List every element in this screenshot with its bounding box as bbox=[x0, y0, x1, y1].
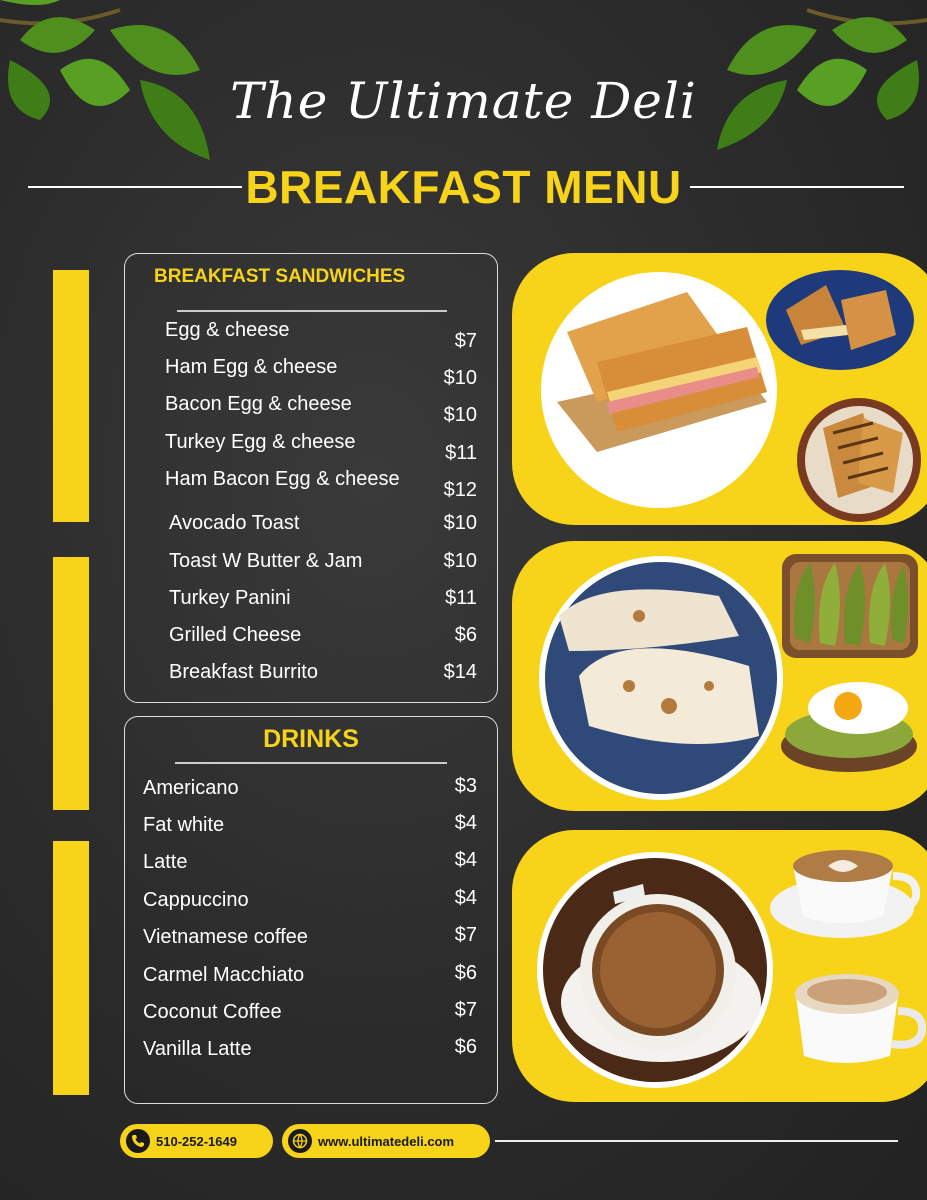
menu-item bbox=[125, 468, 497, 501]
grilled-cheese-photo bbox=[766, 270, 914, 370]
sandwich-photo bbox=[537, 272, 781, 508]
menu-item bbox=[125, 393, 497, 426]
item-name: Breakfast Burrito bbox=[169, 661, 318, 683]
item-name: Vanilla Latte bbox=[143, 1038, 252, 1060]
item-name: Turkey Panini bbox=[169, 587, 291, 609]
sandwiches-heading: BREAKFAST SANDWICHES bbox=[154, 266, 406, 287]
espresso-cup-photo bbox=[533, 852, 777, 1088]
menu-item bbox=[125, 356, 497, 389]
item-price: $11 bbox=[445, 587, 477, 609]
item-price: $10 bbox=[443, 550, 477, 572]
item-price: $12 bbox=[443, 479, 477, 501]
phone-icon bbox=[126, 1129, 150, 1153]
item-name: Toast W Butter & Jam bbox=[169, 550, 363, 572]
menu-item bbox=[125, 624, 497, 654]
menu-item bbox=[125, 851, 497, 881]
item-price: $7 bbox=[454, 330, 477, 352]
latte-art-photo bbox=[768, 836, 926, 940]
menu-item bbox=[125, 777, 497, 807]
burrito-photo bbox=[539, 556, 784, 801]
item-name: Fat white bbox=[143, 814, 225, 836]
menu-item bbox=[125, 587, 497, 617]
accent-bar-bottom bbox=[53, 841, 89, 1095]
sandwiches-panel bbox=[124, 253, 498, 703]
item-name: Americano bbox=[143, 777, 239, 799]
item-price: $4 bbox=[454, 887, 477, 909]
item-name: Grilled Cheese bbox=[169, 624, 302, 646]
item-price: $10 bbox=[443, 512, 477, 534]
item-name: Carmel Macchiato bbox=[143, 964, 305, 986]
item-price: $3 bbox=[454, 775, 477, 797]
item-price: $6 bbox=[454, 962, 477, 984]
drinks-heading-rule bbox=[175, 762, 447, 764]
item-name: Ham Bacon Egg & cheese bbox=[165, 468, 400, 490]
item-price: $11 bbox=[445, 442, 477, 464]
avocado-toast-photo bbox=[780, 548, 920, 660]
drinks-panel bbox=[124, 716, 498, 1104]
item-name: Egg & cheese bbox=[165, 319, 290, 341]
menu-item bbox=[125, 661, 497, 691]
item-name: Ham Egg & cheese bbox=[165, 356, 338, 378]
item-price: $10 bbox=[443, 404, 477, 426]
drinks-heading: DRINKS bbox=[263, 725, 359, 753]
footer-divider bbox=[495, 1140, 898, 1142]
item-name: Coconut Coffee bbox=[143, 1001, 282, 1023]
sandwiches-heading-rule bbox=[177, 310, 447, 312]
egg-toast-photo bbox=[778, 676, 920, 776]
item-price: $14 bbox=[443, 661, 477, 683]
item-price: $10 bbox=[443, 367, 477, 389]
cappuccino-photo bbox=[786, 956, 926, 1070]
item-price: $4 bbox=[454, 812, 477, 834]
menu-item bbox=[125, 431, 497, 464]
item-name: Vietnamese coffee bbox=[143, 926, 308, 948]
menu-item bbox=[125, 1001, 497, 1031]
item-name: Latte bbox=[143, 851, 188, 873]
item-name: Cappuccino bbox=[143, 889, 249, 911]
website-link[interactable] bbox=[282, 1124, 490, 1158]
item-price: $4 bbox=[454, 849, 477, 871]
menu-item bbox=[125, 319, 497, 352]
menu-item bbox=[125, 550, 497, 580]
item-name: Turkey Egg & cheese bbox=[165, 431, 356, 453]
menu-item bbox=[125, 964, 497, 994]
item-price: $7 bbox=[454, 999, 477, 1021]
menu-item bbox=[125, 1038, 497, 1068]
item-name: Bacon Egg & cheese bbox=[165, 393, 352, 415]
globe-icon bbox=[288, 1129, 312, 1153]
website-url: www.ultimatedeli.com bbox=[318, 1133, 455, 1149]
panini-photo bbox=[793, 398, 925, 522]
accent-bar-middle bbox=[53, 557, 89, 810]
item-price: $7 bbox=[454, 924, 477, 946]
phone-contact[interactable] bbox=[120, 1124, 273, 1158]
item-price: $6 bbox=[454, 624, 477, 646]
phone-number: 510-252-1649 bbox=[156, 1133, 237, 1149]
menu-item bbox=[125, 512, 497, 542]
menu-item bbox=[125, 926, 497, 956]
page-title: BREAKFAST MENU bbox=[245, 161, 682, 213]
item-price: $6 bbox=[454, 1036, 477, 1058]
menu-item bbox=[125, 889, 497, 919]
accent-bar-top bbox=[53, 270, 89, 522]
menu-item bbox=[125, 814, 497, 844]
item-name: Avocado Toast bbox=[169, 512, 300, 534]
brand-name: The Ultimate Deli bbox=[230, 72, 697, 130]
